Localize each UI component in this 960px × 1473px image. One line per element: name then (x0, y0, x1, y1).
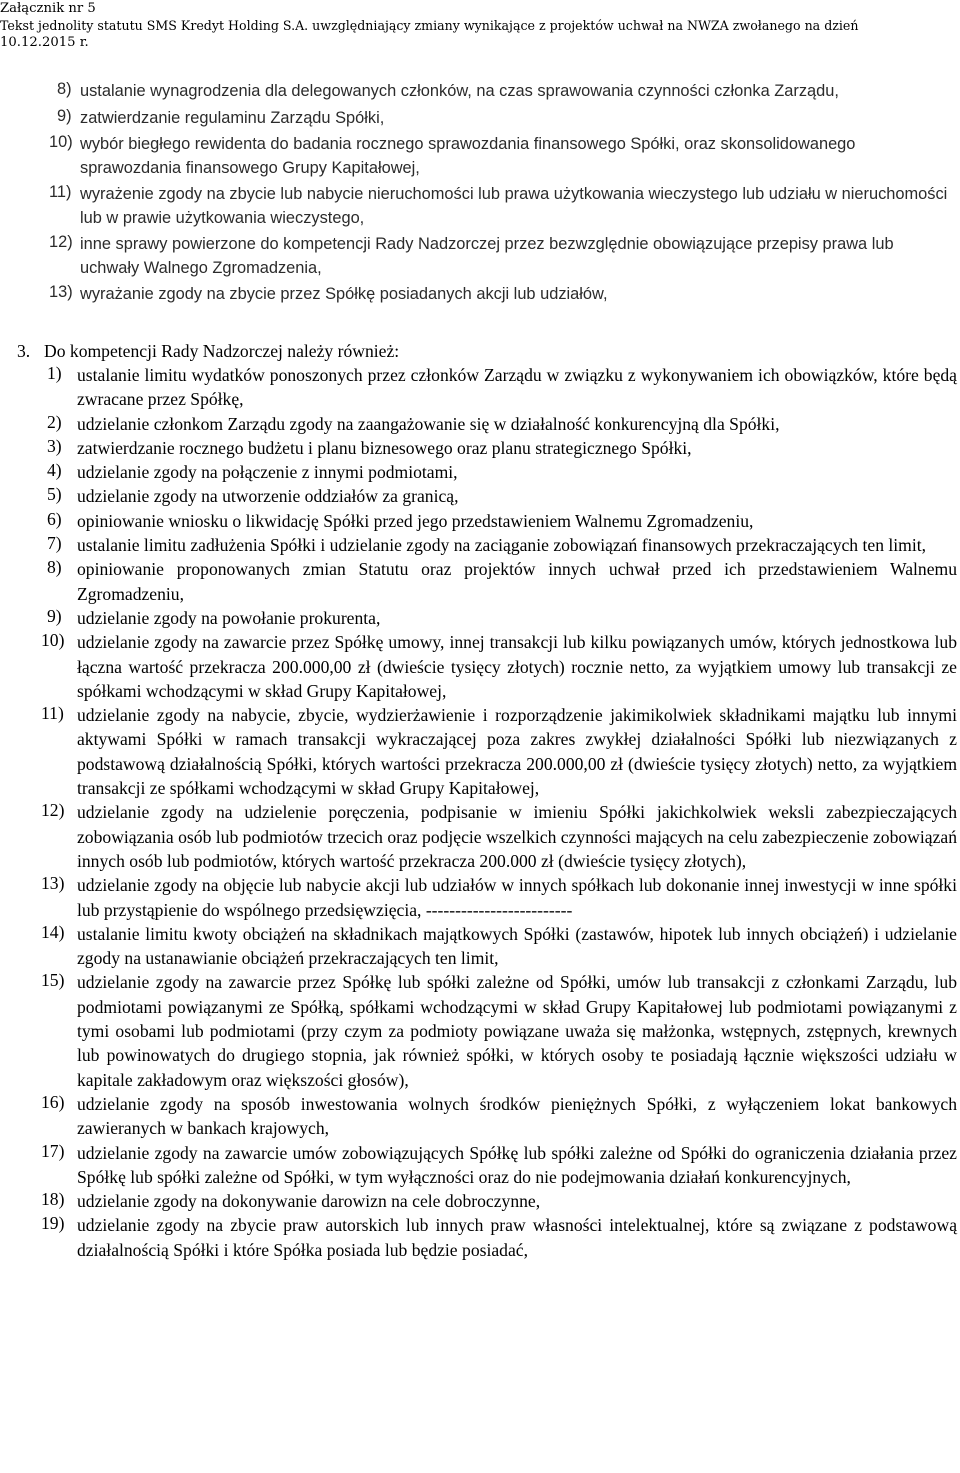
list-item-text: zatwierdzanie rocznego budżetu i planu biznesowego oraz planu strategicznego Spółki, (77, 437, 692, 458)
list-item-text: wyrażanie zgody na zbycie przez Spółkę posiadanych akcji lub udziałów, (80, 285, 608, 303)
section-3 (0, 339, 960, 1262)
list-item (0, 922, 960, 971)
list-item-number: 13) (49, 283, 73, 301)
list-item-number: 19) (41, 1213, 65, 1234)
list-item (0, 800, 960, 873)
list-item-number: 8) (57, 80, 72, 98)
list-item-number: 2) (47, 411, 62, 432)
list-item-number: 4) (47, 460, 62, 481)
list-item (0, 460, 960, 484)
list-item-number: 13) (41, 873, 65, 894)
list-item (0, 1092, 960, 1141)
list-item (0, 283, 960, 307)
list-item-number: 11) (41, 703, 64, 724)
list-item (0, 80, 960, 104)
list-item-text: ustalanie wynagrodzenia dla delegowanych członków, na czas sprawowania czynności członka Zarządu, (80, 82, 839, 100)
list-item (0, 183, 960, 230)
list-item-number: 16) (41, 1091, 65, 1112)
list-item-number: 10) (49, 133, 73, 151)
list-item-text: udzielanie zgody na nabycie, zbycie, wydzierżawienie i rozporządzenie jakimikolwiek składnikami majątku lub innymi aktywami Spółki w ramach transakcji wykraczającej poza zakres zwykłej działalności Spółki lub niezwiązanych z podstawową działalnością Spółki, których wartości przekracza 200.000,00 zł (dwieście tysięcy złotych) netto, za wyjątkiem transakcji ze spółkami wchodzącymi w skład Grupy Kapitałowej, (77, 705, 957, 799)
list-item-text: udzielanie zgody na objęcie lub nabycie akcji lub udziałów w innych spółkach lub dokonanie innej inwestycji w inne spółki lub przystąpienie do wspólnego przedsięwzięcia, ------------------------- (77, 875, 957, 920)
list-item-text: udzielanie zgody na zawarcie przez Spółkę lub spółki zależne od Spółki, umów lub transakcji z członkami Zarządu, lub podmiotami powiązanymi ze Spółką, spółkami wchodzącymi w skład Grupy Kapitałowej lub podmiotami powiązanymi z tymi osobami lub podmiotami (przy czym za podmioty powiązane uważa się małżonka, wstępnych, zstępnych, krewnych lub powinowatych do drugiego stopnia, jak również spółki, w których osoby te posiadają łącznie większości udziału w kapitale zakładowym oraz większości głosów), (77, 972, 957, 1090)
list-item-text: udzielanie członkom Zarządu zgody na zaangażowanie się w działalność konkurencyjną dla Spółki, (77, 413, 780, 434)
document-subtitle: Tekst jednolity statutu SMS Kredyt Holding S.A. uwzględniający zmiany wynikające z projektów uchwał na NWZA zwołanego na dzień (0, 18, 859, 33)
list-item-text: udzielanie zgody na połączenie z innymi podmiotami, (77, 462, 458, 483)
list-item-number: 12) (49, 233, 73, 251)
section-heading-text: Do kompetencji Rady Nadzorczej należy również: (44, 341, 400, 361)
list-item-text: ustalanie limitu wydatków ponoszonych przez członków Zarządu w związku z wykonywaniem ich obowiązków, które będą zwracane przez Spółkę, (77, 365, 957, 410)
list-item-text: zatwierdzanie regulaminu Zarządu Spółki, (80, 108, 385, 127)
list-item-number: 12) (41, 800, 65, 821)
list-item (0, 533, 960, 557)
list-item-number: 3) (47, 435, 62, 456)
list-item (0, 509, 960, 533)
list-item (0, 133, 960, 180)
list-item-text: wybór biegłego rewidenta do badania rocznego sprawozdania finansowego Spółki, oraz skonsolidowanego sprawozdania finansowego Grupy Kapitałowej, (80, 135, 856, 177)
list-item-text: udzielanie zgody na dokonywanie darowizn na cele dobroczynne, (77, 1191, 541, 1212)
list-item (0, 107, 960, 131)
list-item (0, 703, 960, 800)
list-item-number: 5) (47, 484, 62, 505)
list-item-text: udzielanie zgody na zawarcie przez Spółkę umowy, innej transakcji lub kilku powiązanych umów, których jednostkowa lub łączna wartość przekracza 200.000,00 zł (dwieście tysięcy złotych) rocznie netto, za wyjątkiem umowy lub transakcji ze spółkami wchodzącymi w skład Grupy Kapitałowej, (77, 632, 957, 701)
list-item (0, 484, 960, 508)
list-item-text: udzielanie zgody na powołanie prokurenta, (77, 607, 381, 628)
list-item-text: udzielanie zgody na zbycie praw autorskich lub innych praw własności intelektualnej, które są związane z podstawową działalnością Spółki i które Spółka posiada lub będzie posiadać, (77, 1215, 957, 1260)
list-item (0, 970, 960, 1091)
list-item-number: 11) (49, 183, 72, 201)
list-item-text: wyrażenie zgody na zbycie lub nabycie nieruchomości lub prawa użytkowania wieczystego lub udziału w nieruchomości lub w prawie użytkowania wieczystego, (80, 185, 948, 227)
list-item-number: 9) (57, 106, 72, 125)
list-item-number: 15) (41, 970, 65, 991)
list-item-text: opiniowanie wniosku o likwidację Spółki przed jego przedstawieniem Walnemu Zgromadzeniu, (77, 510, 754, 531)
list-item (0, 1141, 960, 1190)
list-item-text: ustalanie limitu zadłużenia Spółki i udzielanie zgody na zaciąganie zobowiązań finansowych przekraczających ten limit, (77, 535, 927, 556)
section-heading (0, 339, 960, 363)
list-item (0, 412, 960, 436)
list-item-text: udzielanie zgody na udzielenie poręczenia, podpisanie w imieniu Spółki jakichkolwiek weksli zabezpieczających zobowiązania osób lub podmiotów trzecich oraz podjęcie wszelkich czynności mających na celu zabezpieczenie zobowiązań innych osób lub podmiotów, których wartość przekracza 200.000 zł (dwieście tysięcy złotych), (77, 802, 957, 871)
list-item-text: ustalanie limitu kwoty obciążeń na składnikach majątkowych Spółki (zastawów, hipotek lub innych obciążeń) i udzielanie zgody na ustanawianie obciążeń przekraczających ten limit, (77, 923, 957, 969)
list-item (0, 436, 960, 460)
list-item-text: opiniowanie proponowanych zmian Statutu oraz projektów innych uchwał przed ich przedstawieniem Walnemu Zgromadzeniu, (77, 559, 957, 604)
section-number: 3. (17, 341, 31, 361)
list-item-number: 18) (41, 1189, 65, 1210)
list-item-number: 9) (47, 605, 62, 626)
list-item-text: inne sprawy powierzone do kompetencji Rady Nadzorczej przez bezwzględnie obowiązujące przepisy prawa lub uchwały Walnego Zgromadzenia, (80, 235, 894, 277)
list-item (0, 557, 960, 606)
list-item-number: 6) (47, 508, 62, 529)
list-item (0, 873, 960, 922)
list-item-text: udzielanie zgody na utworzenie oddziałów za granicą, (77, 486, 459, 507)
list-item-number: 7) (47, 533, 62, 554)
list-item (0, 363, 960, 412)
list-item-number: 10) (41, 630, 65, 651)
document-header (0, 0, 960, 51)
document-date: 10.12.2015 r. (0, 35, 89, 50)
list-item (0, 1189, 960, 1213)
list-continuation (0, 80, 960, 310)
list-item-number: 1) (47, 363, 62, 383)
attachment-number: Załącznik nr 5 (0, 1, 96, 16)
list-item (0, 1213, 960, 1262)
list-item-number: 17) (41, 1140, 65, 1161)
list-item-text: udzielanie zgody na sposób inwestowania wolnych środków pieniężnych Spółki, z wyłączeniem lokat bankowych zawieranych w bankach krajowych, (77, 1093, 957, 1139)
list-item (0, 630, 960, 703)
list-item (0, 606, 960, 630)
list-item-number: 8) (47, 557, 62, 578)
list-item-number: 14) (41, 921, 65, 942)
list-item-text: udzielanie zgody na zawarcie umów zobowiązujących Spółkę lub spółki zależne od Spółki do ograniczenia działania przez Spółkę lub spółki zależne od Spółki, w tym wyłączności oraz do nie podejmowania działań konkurencyjnych, (77, 1142, 957, 1187)
list-item (0, 233, 960, 280)
